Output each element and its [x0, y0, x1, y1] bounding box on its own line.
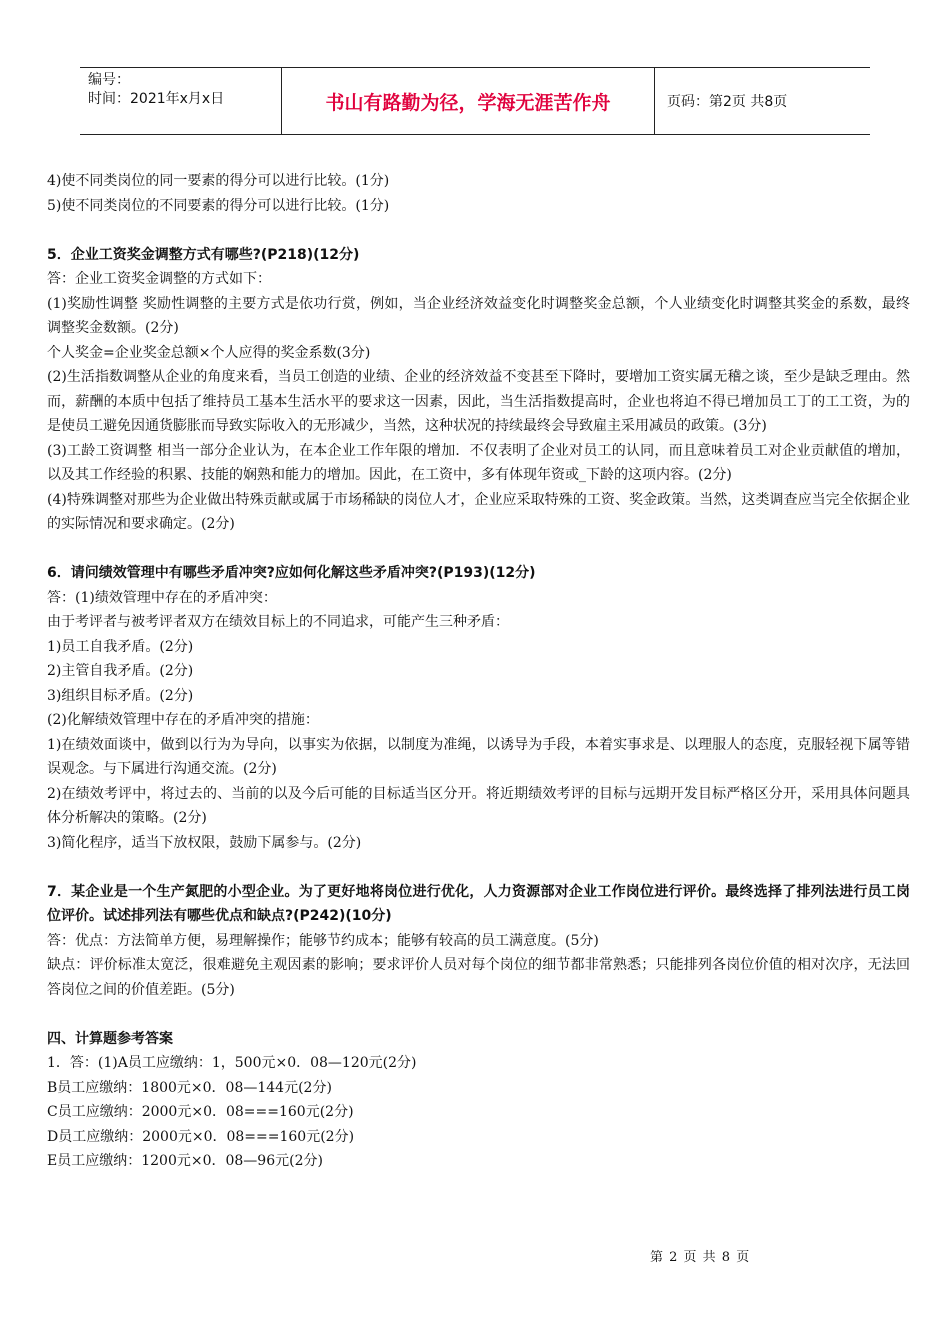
document-time-label: 时间：2021年x月x日 — [88, 91, 225, 107]
question-heading: 四、计算题参考答案 — [47, 1030, 173, 1047]
header-motto: 书山有路勤为径，学海无涯苦作舟 — [282, 68, 655, 134]
paragraph-gap — [47, 855, 910, 880]
text-line: 答：优点：方法简单方便，易理解操作；能够节约成本；能够有较高的员工满意度。(5分) — [47, 932, 599, 949]
paragraph-gap — [47, 218, 910, 243]
page-footer: 第 2 页 共 8 页 — [650, 1250, 751, 1265]
text-line: (1)奖励性调整 奖励性调整的主要方式是依功行赏，例如，当企业经济效益变化时调整奖金总额，个人业绩变化时调整其奖金的系数，最终调整奖金数额。(2分) — [47, 295, 910, 336]
document-number-label: 编号： — [88, 72, 130, 88]
question-heading: 7．某企业是一个生产氮肥的小型企业。为了更好地将岗位进行优化，人力资源部对企业工作岗位进行评价。最终选择了排列法进行员工岗位评价。试述排列法有哪些优点和缺点?(P242)(10分) — [47, 883, 910, 924]
text-line: 1)员工自我矛盾。(2分) — [47, 638, 194, 655]
text-line: 1．答：(1)A员工应缴纳：1，500元×0．08—120元(2分) — [47, 1055, 417, 1071]
text-line: E员工应缴纳：1200元×0．08—96元(2分) — [47, 1153, 323, 1169]
text-line: 5)使不同类岗位的不同要素的得分可以进行比较。(1分) — [47, 197, 390, 214]
text-line: 3)组织目标矛盾。(2分) — [47, 687, 194, 704]
paragraph-gap — [47, 1002, 910, 1027]
text-line: (4)特殊调整对那些为企业做出特殊贡献或属于市场稀缺的岗位人才，企业应采取特殊的工资、奖金政策。当然，这类调查应当完全依据企业的实际情况和要求确定。(2分) — [47, 491, 910, 532]
text-line: D员工应缴纳：2000元×0．08===160元(2分) — [47, 1128, 355, 1145]
text-line: 2)在绩效考评中，将过去的、当前的以及今后可能的目标适当区分开。将近期绩效考评的目标与远期开发目标严格区分开，采用具体问题具体分析解决的策略。(2分) — [47, 785, 910, 826]
header-page-number: 页码：第2页 共8页 — [667, 94, 788, 110]
text-line: C员工应缴纳：2000元×0．08===160元(2分) — [47, 1104, 354, 1120]
text-line: 2)主管自我矛盾。(2分) — [47, 663, 194, 679]
text-line: 3)简化程序，适当下放权限，鼓励下属参与。(2分) — [47, 834, 362, 851]
text-line: 1)在绩效面谈中，做到以行为为导向，以事实为依据，以制度为准绳，以诱导为手段，本着实事求是、以理服人的态度，克服轻视下属等错误观念。与下属进行沟通交流。(2分) — [47, 736, 910, 777]
question-heading: 5．企业工资奖金调整方式有哪些?(P218)(12分) — [47, 246, 360, 263]
document-body — [47, 169, 910, 1174]
text-line: (2)化解绩效管理中存在的矛盾冲突的措施： — [47, 712, 319, 728]
text-line: 由于考评者与被考评者双方在绩效目标上的不同追求，可能产生三种矛盾： — [47, 614, 509, 630]
page-header — [80, 67, 870, 135]
text-line: B员工应缴纳：1800元×0．08—144元(2分) — [47, 1079, 332, 1096]
question-heading: 6．请问绩效管理中有哪些矛盾冲突?应如何化解这些矛盾冲突?(P193)(12分) — [47, 565, 536, 581]
text-line: 答：(1)绩效管理中存在的矛盾冲突： — [47, 589, 277, 606]
text-line: 答：企业工资奖金调整的方式如下： — [47, 271, 271, 287]
text-line: 缺点：评价标准太宽泛，很难避免主观因素的影响；要求评价人员对每个岗位的细节都非常熟悉；只能排列各岗位价值的相对次序，无法回答岗位之间的价值差距。(5分) — [47, 957, 910, 998]
paragraph-gap — [47, 537, 910, 562]
text-line: 个人奖金=企业奖金总额×个人应得的奖金系数(3分) — [47, 344, 371, 361]
header-info-cell — [80, 68, 282, 134]
text-line: (2)生活指数调整从企业的角度来看，当员工创造的业绩、企业的经济效益不变甚至下降时，要增加工资实属无稽之谈，至少是缺乏理由。然而，薪酬的本质中包括了维持员工基本生活水平的要求这一因素，因此，当生活指数提高时，企业也将迫不得已增加员工丁的工工资，为的是使员工避免因通货膨胀而导致实际收入的无形减少，当然，这种状况的持续最终会导致雇主采用减员的政策。(3分) — [47, 369, 910, 434]
text-line: 4)使不同类岗位的同一要素的得分可以进行比较。(1分) — [47, 173, 390, 189]
text-line: (3)工龄工资调整 相当一部分企业认为，在本企业工作年限的增加．不仅表明了企业对员工的认同，而且意味着员工对企业贡献值的增加，以及其工作经验的积累、技能的娴熟和能力的增加。因此，在工资中，多有体现年资或_下龄的这项内容。(2分) — [47, 442, 910, 483]
